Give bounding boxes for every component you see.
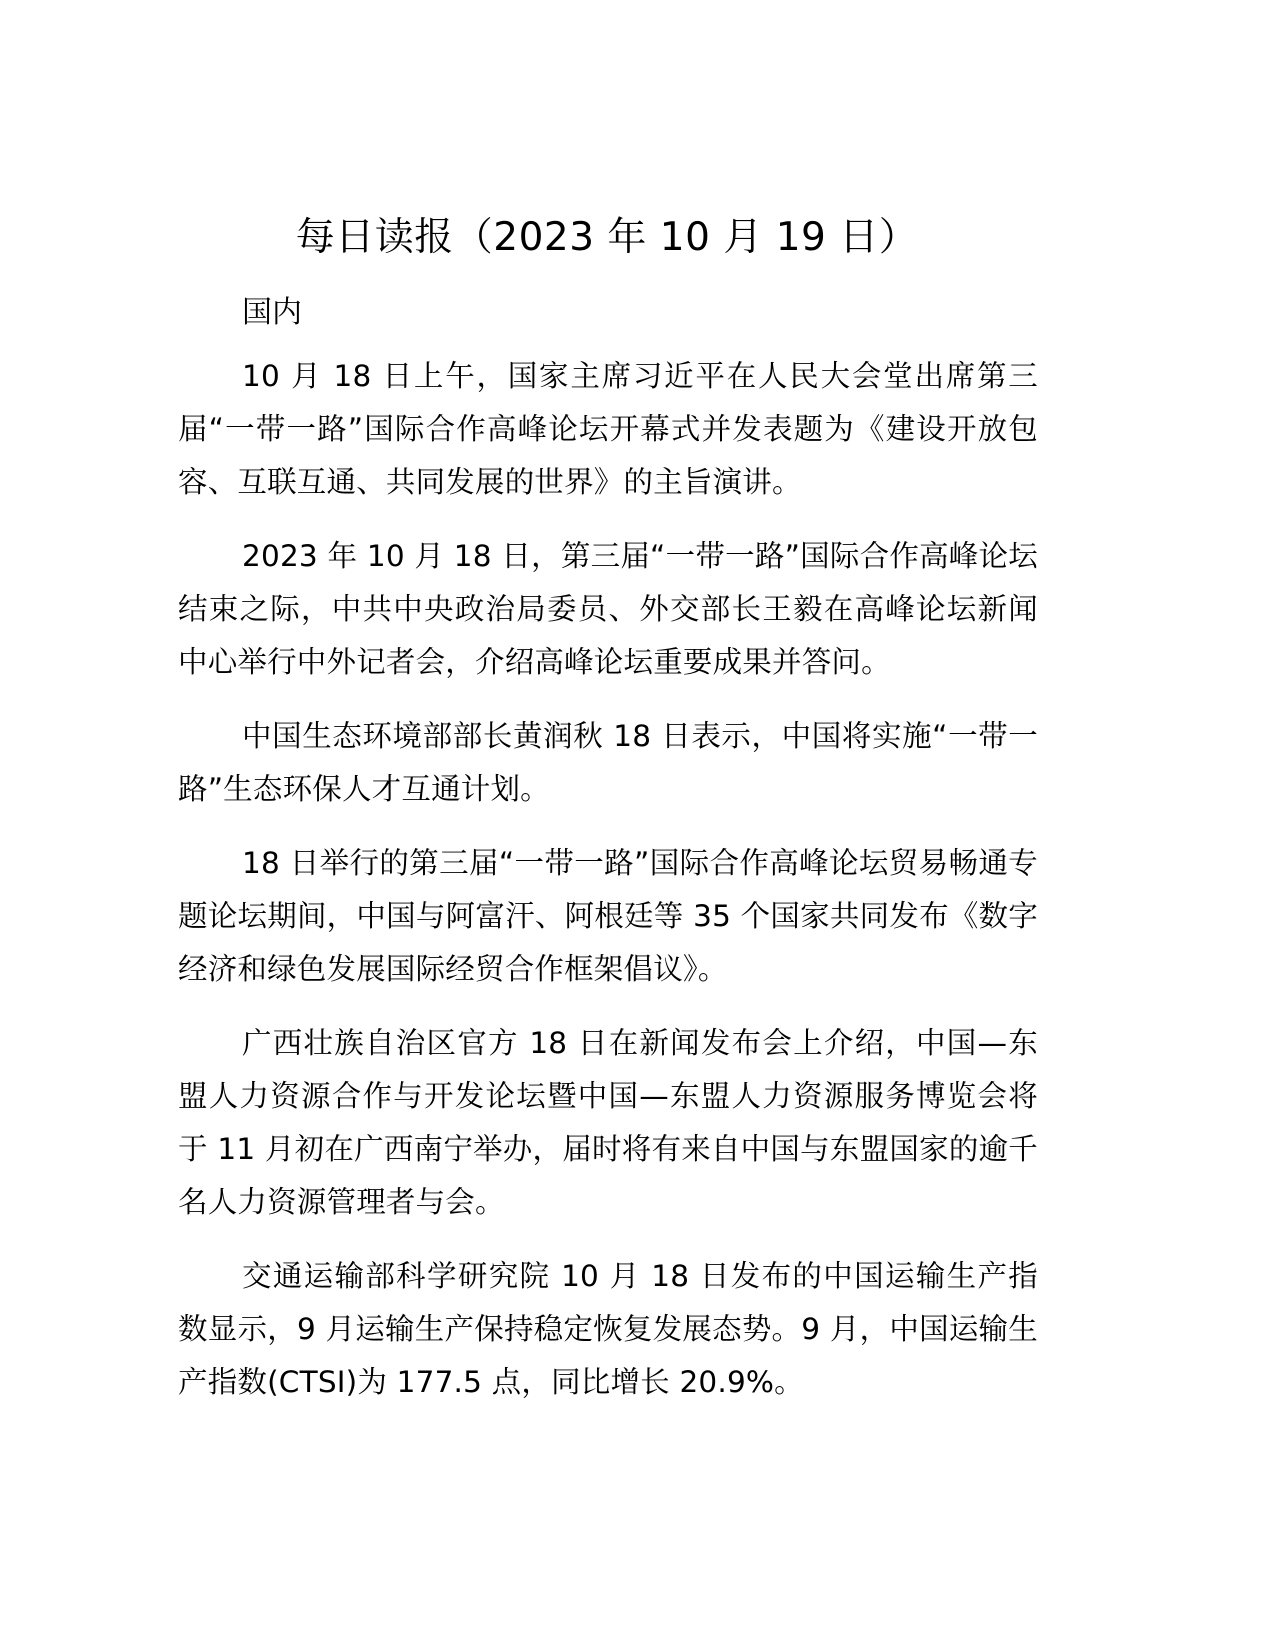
section-heading-domestic: 国内 — [242, 295, 302, 330]
document-body — [178, 350, 1038, 1430]
news-paragraph: 18 日举行的第三届“一带一路”国际合作高峰论坛贸易畅通专题论坛期间，中国与阿富汗、阿根廷等 35 个国家共同发布《数字经济和绿色发展国际经贸合作框架倡议》。 — [178, 846, 1038, 986]
news-paragraph: 中国生态环境部部长黄润秋 18 日表示，中国将实施“一带一路”生态环保人才互通计划。 — [178, 719, 1038, 806]
news-paragraph: 广西壮族自治区官方 18 日在新闻发布会上介绍，中国—东盟人力资源合作与开发论坛暨中国—东盟人力资源服务博览会将于 11 月初在广西南宁举办，届时将有来自中国与东盟国家的逾千名人力资源管理者与会。 — [178, 1026, 1038, 1219]
news-paragraph: 10 月 18 日上午，国家主席习近平在人民大会堂出席第三届“一带一路”国际合作高峰论坛开幕式并发表题为《建设开放包容、互联互通、共同发展的世界》的主旨演讲。 — [178, 359, 1038, 499]
news-paragraph: 交通运输部科学研究院 10 月 18 日发布的中国运输生产指数显示，9 月运输生产保持稳定恢复发展态势。9 月，中国运输生产指数(CTSI)为 177.5 点，同比增长 20.9%。 — [178, 1259, 1038, 1399]
news-paragraph: 2023 年 10 月 18 日，第三届“一带一路”国际合作高峰论坛结束之际，中共中央政治局委员、外交部长王毅在高峰论坛新闻中心举行中外记者会，介绍高峰论坛重要成果并答问。 — [178, 539, 1038, 679]
document-title: 每日读报（2023 年 10 月 19 日） — [295, 215, 919, 260]
